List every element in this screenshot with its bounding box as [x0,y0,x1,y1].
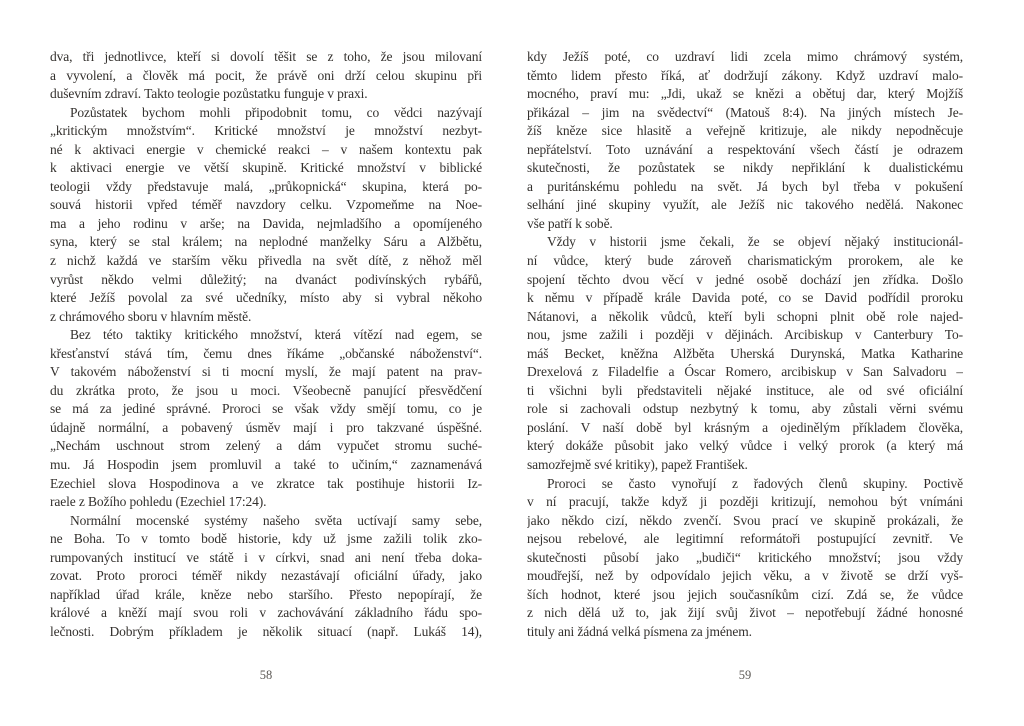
text-line: skutečnosti působí jako „budiči“ kritického množství; jsou vždy [527,549,963,565]
text-line: a vyvolení, a člověk má pocit, že právě oni drží celou skupinu při [50,67,482,83]
paragraph [50,512,482,642]
text-line: králové a kněží mají svou roli v zachovávání základního řádu spo- [50,605,482,621]
text-line: V takovém náboženství si ti mocní myslí, že mají patent na prav- [50,364,482,380]
text-line: tituly ani žádná velká písmena za jménem. [527,623,752,639]
text-line: nejsou rebelové, ale legitimní reformátoři postupující zevnitř. Ve [527,531,963,547]
text-line: selhání jiné skupiny využít, ale Ježíš nic takového nedělá. Nakonec [527,197,963,213]
text-line: vyrůst někdo velmi důležitý; na dvanáct podivínských rybářů, [50,271,482,287]
text-line: du zkrátka proto, že jsou u moci. Všeobecně panující přesvědčení [50,382,482,398]
paragraph [527,233,963,474]
paragraph [50,326,482,511]
text-line: žíš kněze sice hlasitě a veřejně kritizuje, ale nikdy nepodněcuje [527,123,963,139]
page-number-59: 59 [738,668,752,682]
text-line: máš Becket, kněžna Alžběta Uherská Durynská, Matka Katharine [527,345,963,361]
text-line: k aktivaci energie ve větší skupině. Kritické množství v biblické [50,160,482,176]
text-line: ma a jeho rodinu v arše; na Davida, nejmladšího a opomíjeného [50,215,482,231]
text-line: role si zachovali odstup nezbytný k tomu, aby zůstali věrni svému [527,401,963,417]
text-line: mu. Já Hospodin jsem promluvil a také to učiním,“ zaznamenává [50,457,482,473]
text-line: z nich dělá už to, jak žijí svůj život – nepotřebují žádné honosné [527,605,963,621]
text-line: Proroci se často vynořují z řadových členů skupiny. Poctivě [547,475,963,491]
text-line: duševním zdraví. Takto teologie pozůstatku funguje v praxi. [50,86,368,102]
text-line: ti všichni byli představiteli nějaké instituce, ale od své oficiální [527,382,963,398]
text-line: Pozůstatek bychom mohli připodobnit tomu, co vědci nazývají [70,104,482,120]
text-line: kdy Ježíš poté, co uzdraví lidi zcela mimo chrámový systém, [527,49,963,64]
text-line: se má za jediné správné. Proroci se však vždy smějí tomu, co je [50,401,482,417]
text-line: ších hodnot, které jsou jejich současníkům cizí. Zdá se, že vůdce [527,586,963,602]
text-line: z nichž každá ve starším věku přivedla na svět dítě, z něhož měl [50,253,482,269]
text-line: samozřejmě své kritiky), papež František. [527,457,748,473]
text-line: souvá historii vpřed téměř navzdory celku. Vzpomeňme na Noe- [50,197,482,213]
text-line: v ní pracují, takže když ji později kritizují, nemohou být vnímáni [527,494,963,510]
text-line: ne Boha. To v tomto bodě historie, kdy už jsme zažili tolik zko- [50,531,482,547]
paragraph [50,48,482,104]
text-line: k němu v případě krále Davida poté, co se David podřídil proroku [527,290,963,306]
text-line: například úřad krále, kněze nebo staršího. Přesto nepopírají, že [50,586,482,602]
text-line: Vždy v historii jsme čekali, že se objeví nějaký institucionál- [547,234,963,250]
text-line: mocného, praví mu: „Jdi, ukaž se knězi a obětuj dar, který Mojžíš [527,86,963,102]
text-line: vše patří k sobě. [527,215,613,231]
text-line: né k aktivaci energie v chemické reakci – v našem kontextu pak [50,141,482,157]
text-line: dva, tři jednotlivce, kteří si dovolí těšit se z toho, že jsou milovaní [50,49,482,64]
text-line: údajně normální, a pobavený úsměv mají i pro takzvané úspěšné. [50,419,482,435]
text-line: lečnosti. Dobrým příkladem je několik situací (např. Lukáš 14), [50,623,482,639]
text-line: ní vůdce, který bude zároveň charismatickým prorokem, ale ke [527,253,963,269]
text-line: syna, který se stal králem; na neplodné manželky Sáru a Alžbětu, [50,234,482,250]
text-line: „Nechám uschnout strom zelený a dám vypučet stromu suché- [50,438,482,454]
page-59 [527,48,963,642]
page-58 [50,48,482,642]
text-block-left [50,48,482,642]
text-line: Drexelová z Filadelfie a Óscar Romero, arcibiskup v San Salvadoru – [527,364,963,380]
text-line: teologii vždy představuje malá, „průkopnická“ skupina, která po- [50,178,482,194]
text-line: moudřejší, než by odpovídalo jejich věku, a v životě se drží vyš- [527,568,963,584]
text-line: skutečnosti, že pozůstatek se nikdy nepřiklání k dualistickému [527,160,963,176]
text-line: Ezechiel slova Hospodinova a ve zkratce tak postihuje historii Iz- [50,475,482,491]
text-line: zovat. Proto proroci téměř nikdy nezastávají oficiální úřady, jako [50,568,482,584]
paragraph [527,475,963,642]
text-block-right [527,48,963,642]
text-line: a puritánskému pohledu na svět. Já bych byl třeba v pokušení [527,178,963,194]
page-number-58: 58 [259,668,273,682]
text-line: rumpovaných institucí ve státě i v církvi, snad ani není třeba doka- [50,549,482,565]
text-line: nepřátelství. Toto uznávání a respektování všech částí je odrazem [527,141,963,157]
text-line: z chrámového sboru v hlavním městě. [50,308,252,324]
text-line: křesťanství stává tím, čemu dnes říkáme „občanské náboženství“. [50,345,482,361]
paragraph [50,104,482,327]
text-line: Nátanovi, a několik vůdců, kteří byli schopni plnit obě role najed- [527,308,963,324]
text-line: spojení těchto dvou věcí v jedné osobě dochází jen zřídka. Došlo [527,271,963,287]
text-line: těmto lidem přesto říká, ať dodržují zákony. Když uzdraví malo- [527,67,963,83]
text-line: přikázal – jim na svědectví“ (Matouš 8:4). Na jiných místech Je- [527,104,963,120]
text-line: nou, jsme zažili i později v dějinách. Arcibiskup v Canterbury To- [527,327,963,343]
text-line: poslání. V naší době byl krásným a ojedinělým příkladem člověka, [527,419,963,435]
paragraph [527,48,963,233]
text-line: které Ježíš povolal za své učedníky, místo aby si vybral někoho [50,290,482,306]
text-line: jako někdo cizí, někdo zvenčí. Svou prací ve skupině prokázali, že [527,512,963,528]
text-line: raele z Božího pohledu (Ezechiel 17:24). [50,494,267,510]
text-line: který dokáže působit jako velký vůdce i velký prorok (a který má [527,438,963,454]
text-line: Bez této taktiky kritického množství, která vítězí nad egem, se [70,327,482,343]
text-line: Normální mocenské systémy našeho světa uctívají samy sebe, [70,512,482,528]
text-line: „kritickým množstvím“. Kritické množství je množství nezbyt- [50,123,482,139]
